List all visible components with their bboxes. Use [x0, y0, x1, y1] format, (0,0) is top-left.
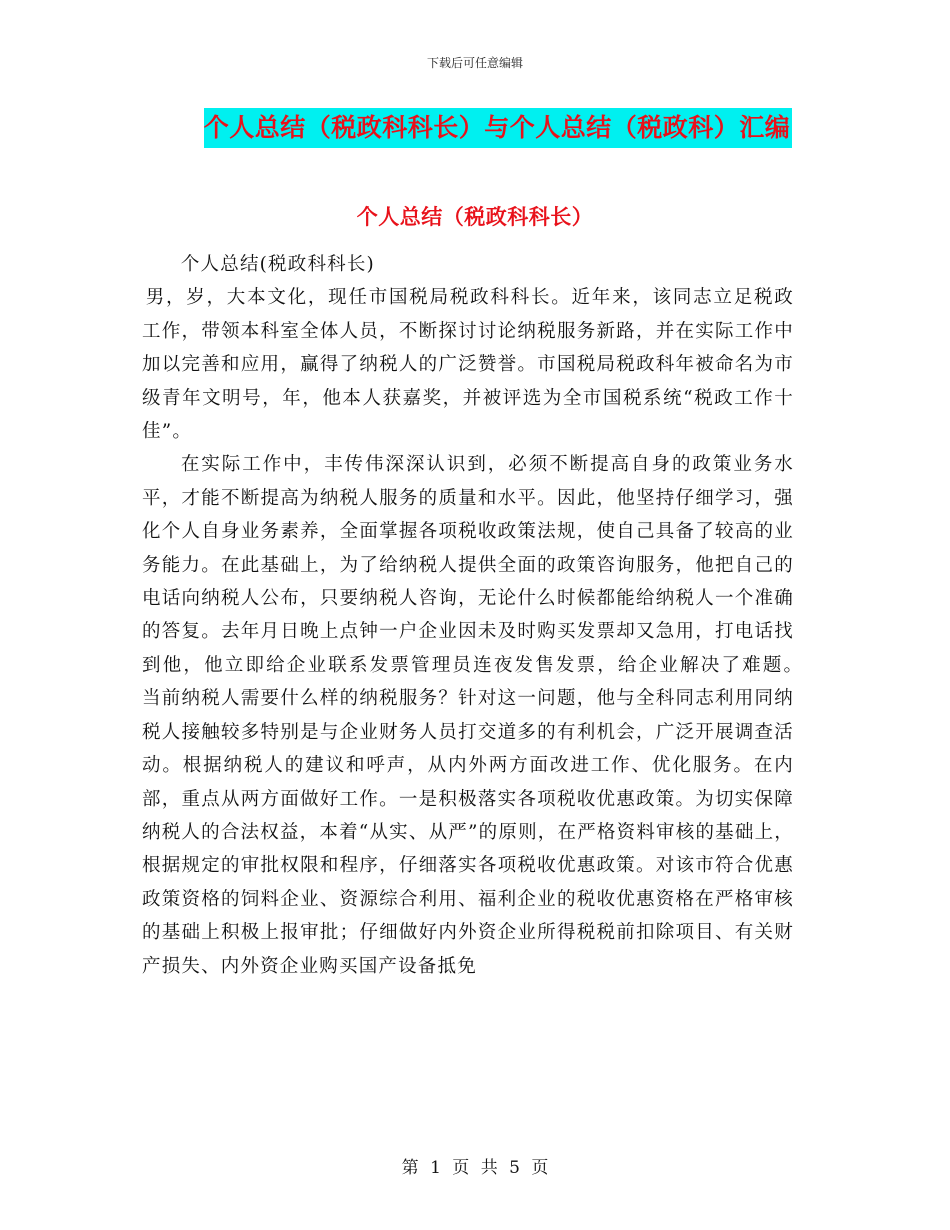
page-header-note: 下载后可任意编辑: [426, 56, 523, 70]
document-main-title: 个人总结（税政科科长）与个人总结（税政科）汇编: [204, 108, 793, 148]
document-section-title: 个人总结（税政科科长）: [356, 205, 594, 229]
body-paragraph: 个人总结(税政科科长): [180, 254, 375, 275]
body-paragraph: 在实际工作中，丰传伟深深认识到，必须不断提高自身的政策业务水平，才能不断提高为纳税人服务的质量和水平。因此，他坚持仔细学习，强化个人自身业务素养，全面掌握各项税收政策法规，使自己具备了较高的业务能力。在此基础上，为了给纳税人提供全面的政策咨询服务，他把自己的电话向纳税人公布，只要纳税人咨询，无论什么时候都能给纳税人一个准确的答复。去年月日晚上点钟一户企业因未及时购买发票却又急用，打电话找到他，他立即给企业联系发票管理员连夜发售发票，给企业解决了难题。 当前纳税人需要什么样的纳税服务？针对这一问题，他与全科同志利用同纳税人接触较多特别是与企业财务人员打交道多的有利机会，广泛开展调查活动。根据纳税人的建议和呼声，从内外两方面改进工作、优化服务。在内部，重点从两方面做好工作。一是积极落实各项税收优惠政策。为切实保障纳税人的合法权益，本着“从实、从严”的原则，在严格资料审核的基础上，根据规定的审批权限和程序，仔细落实各项税收优惠政策。对该市符合优惠政策资格的饲料企业、资源综合利用、福利企业的税收优惠资格在严格审核的基础上积极上报审批；仔细做好内外资企业所得税税前扣除项目、有关财产损失、内外资企业购买国产设备抵免: [142, 454, 834, 977]
document-body: [142, 248, 834, 983]
page-number: 第 1 页 共 5 页: [401, 1158, 549, 1178]
main-title-container: [0, 108, 950, 148]
body-paragraph: 男，岁，大本文化，现任市国税局税政科科长。近年来，该同志立足税政工作，带领本科室全体人员，不断探讨讨论纳税服务新路，并在实际工作中加以完善和应用，赢得了纳税人的广泛赞誉。市国税局税政科年被命名为市级青年文明号，年，他本人获嘉奖，并被评选为全市国税系统“税政工作十佳”。: [142, 287, 794, 443]
